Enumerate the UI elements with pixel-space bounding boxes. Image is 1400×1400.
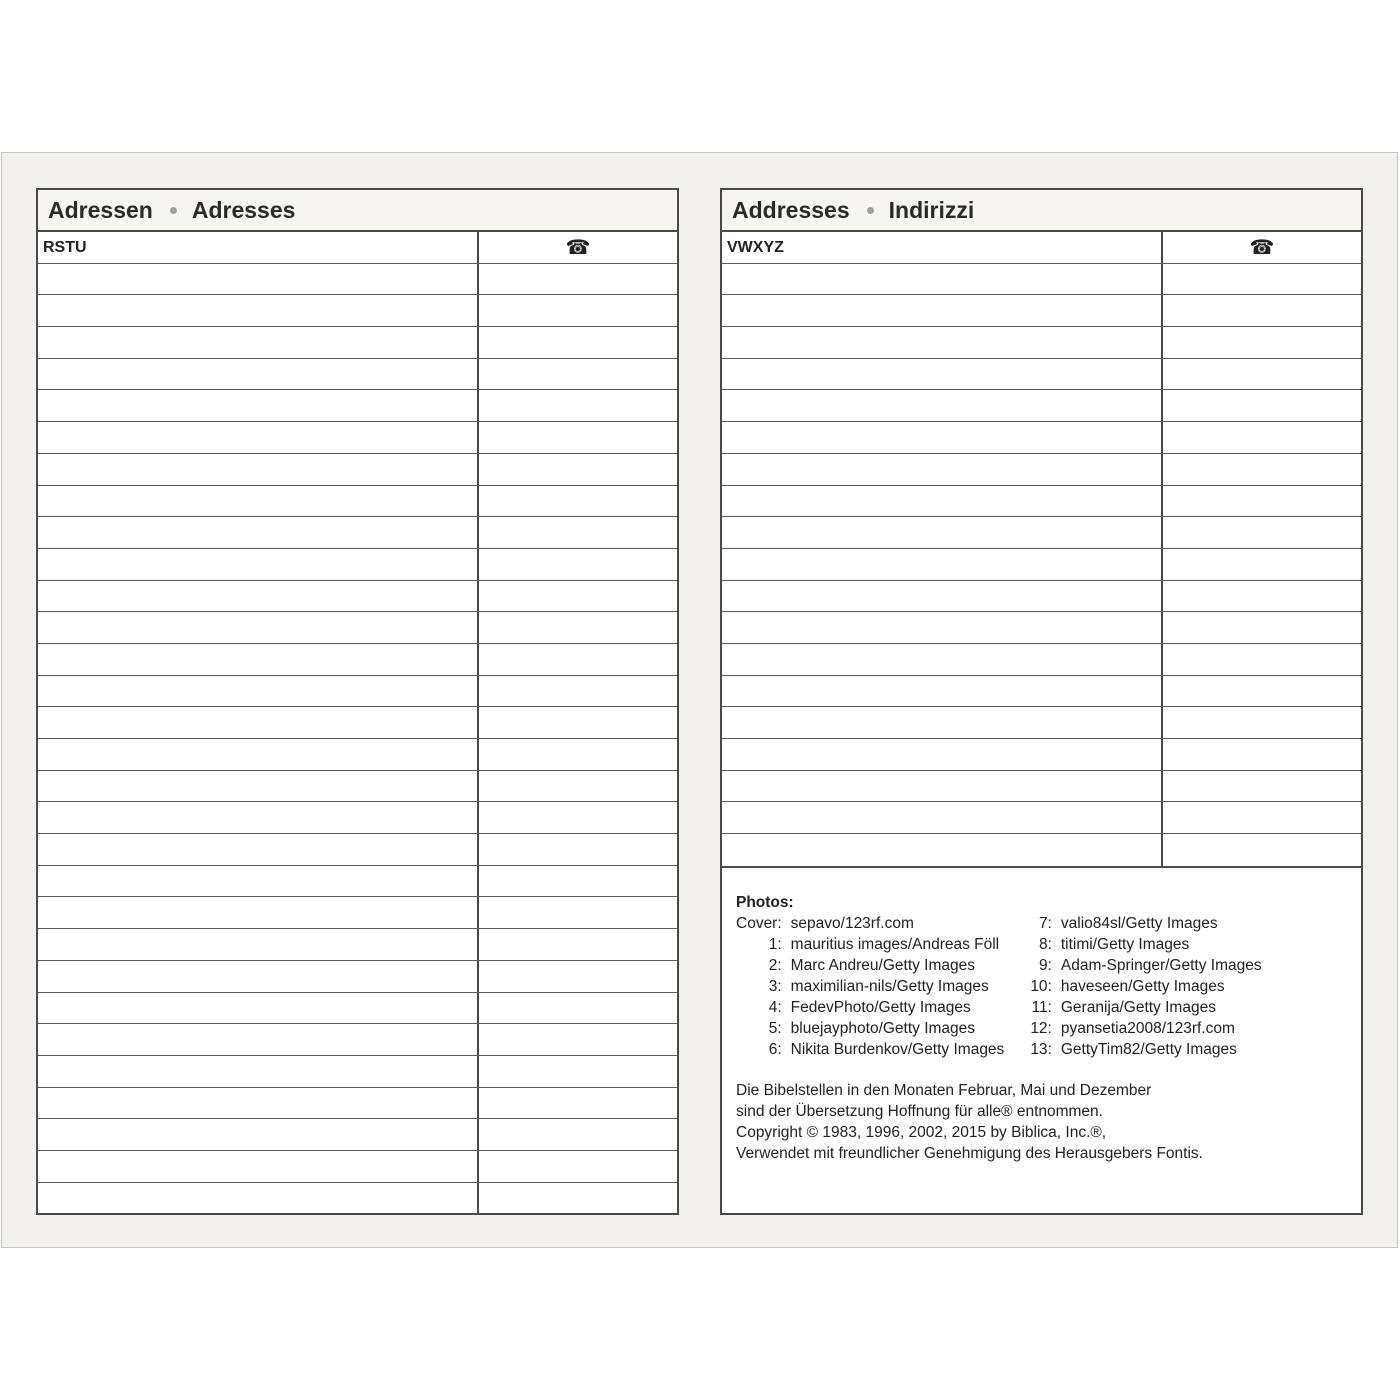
table-row <box>38 676 677 708</box>
name-cell <box>722 327 1163 358</box>
phone-cell <box>479 581 677 612</box>
name-cell <box>38 1056 479 1087</box>
name-cell <box>722 581 1163 612</box>
phone-cell <box>479 1056 677 1087</box>
table-row <box>722 295 1361 327</box>
credit-line <box>1030 913 1261 934</box>
phone-cell <box>479 961 677 992</box>
phone-cell <box>479 929 677 960</box>
name-cell <box>722 390 1163 421</box>
phone-cell <box>1163 802 1361 833</box>
page-header-right <box>722 190 1361 232</box>
phone-cell <box>1163 549 1361 580</box>
table-row <box>38 327 677 359</box>
name-cell <box>722 517 1163 548</box>
name-cell <box>38 454 479 485</box>
name-cell <box>722 486 1163 517</box>
name-cell <box>38 707 479 738</box>
credit-number: 6: <box>768 1040 782 1058</box>
address-page-left <box>36 188 679 1215</box>
credit-number: 5: <box>768 1019 782 1037</box>
name-cell <box>38 961 479 992</box>
credit-number: 2: <box>768 956 782 974</box>
header-title-de: Adressen <box>48 196 153 223</box>
phone-cell <box>479 897 677 928</box>
phone-cell <box>479 866 677 897</box>
credits-column-2 <box>1030 913 1261 1060</box>
phone-cell <box>479 802 677 833</box>
table-row <box>722 390 1361 422</box>
name-cell <box>38 390 479 421</box>
table-row <box>38 1183 677 1215</box>
credit-line <box>1030 934 1261 955</box>
name-cell <box>38 612 479 643</box>
phone-cell <box>1163 644 1361 675</box>
phone-cell <box>479 390 677 421</box>
name-cell <box>38 549 479 580</box>
phone-cell <box>479 1119 677 1150</box>
name-cell <box>38 993 479 1024</box>
credit-number: 12: <box>1030 1019 1052 1037</box>
name-cell <box>38 486 479 517</box>
name-cell <box>38 897 479 928</box>
credit-line <box>1030 1018 1261 1039</box>
credit-source: valio84sl/Getty Images <box>1060 914 1218 932</box>
phone-cell <box>1163 295 1361 326</box>
table-row <box>38 802 677 834</box>
name-cell <box>38 1119 479 1150</box>
credit-number: Cover: <box>736 914 782 932</box>
table-row <box>722 454 1361 486</box>
name-cell <box>38 644 479 675</box>
section-letters: VWXYZ <box>722 232 1163 263</box>
table-row <box>38 1119 677 1151</box>
credit-source: Adam-Springer/Getty Images <box>1060 956 1262 974</box>
name-cell <box>722 802 1163 833</box>
table-row <box>38 644 677 676</box>
table-row <box>38 993 677 1025</box>
name-cell <box>38 834 479 865</box>
phone-cell <box>1163 739 1361 770</box>
credit-source: mauritius images/Andreas Föll <box>790 935 1000 953</box>
table-row <box>722 581 1361 613</box>
table-row <box>38 834 677 866</box>
phone-cell <box>479 993 677 1024</box>
phone-icon: ☎ <box>1249 237 1275 259</box>
name-cell <box>722 295 1163 326</box>
credit-source: Nikita Burdenkov/Getty Images <box>790 1040 1005 1058</box>
table-row <box>722 517 1361 549</box>
table-row <box>38 707 677 739</box>
name-cell <box>722 454 1163 485</box>
name-cell <box>38 359 479 390</box>
credit-source: Marc Andreu/Getty Images <box>790 956 976 974</box>
phone-cell <box>479 327 677 358</box>
header-title-en: Addresses <box>732 196 850 223</box>
phone-cell <box>479 1024 677 1055</box>
name-cell <box>38 1024 479 1055</box>
name-cell <box>722 834 1163 866</box>
table-row <box>722 264 1361 296</box>
phone-cell <box>1163 454 1361 485</box>
name-cell <box>38 929 479 960</box>
table-row <box>722 802 1361 834</box>
credit-number: 8: <box>1038 935 1052 953</box>
bible-notice <box>736 1080 1361 1164</box>
credit-number: 3: <box>768 977 782 995</box>
name-cell <box>38 1088 479 1119</box>
name-cell <box>722 707 1163 738</box>
phone-cell <box>479 834 677 865</box>
credit-source: pyansetia2008/123rf.com <box>1060 1019 1235 1037</box>
phone-cell <box>479 486 677 517</box>
table-row <box>38 422 677 454</box>
name-cell <box>38 327 479 358</box>
phone-cell <box>479 359 677 390</box>
name-cell <box>38 676 479 707</box>
phone-cell <box>479 517 677 548</box>
phone-cell <box>479 549 677 580</box>
name-cell <box>722 771 1163 802</box>
name-cell <box>722 739 1163 770</box>
table-row <box>38 264 677 296</box>
name-cell <box>722 359 1163 390</box>
phone-icon: ☎ <box>565 237 591 259</box>
table-row <box>722 834 1361 866</box>
table-row <box>38 897 677 929</box>
credit-line <box>1030 1039 1261 1060</box>
credit-number: 1: <box>768 935 782 953</box>
credits-label: Photos: <box>736 893 794 911</box>
credit-line <box>1030 955 1261 976</box>
table-row <box>38 929 677 961</box>
page-header-left <box>38 190 677 232</box>
phone-cell <box>1163 486 1361 517</box>
credit-number: 13: <box>1030 1040 1052 1058</box>
table-row <box>38 1056 677 1088</box>
credit-line <box>736 997 1004 1018</box>
bible-notice-line: Verwendet mit freundlicher Genehmigung des Herausgebers Fontis. <box>736 1144 1203 1162</box>
credit-source: FedevPhoto/Getty Images <box>790 998 971 1016</box>
phone-cell <box>1163 581 1361 612</box>
name-cell <box>722 676 1163 707</box>
credit-line <box>736 934 1004 955</box>
credit-number: 9: <box>1038 956 1052 974</box>
phone-cell <box>1163 422 1361 453</box>
name-cell <box>38 739 479 770</box>
table-row <box>722 486 1361 518</box>
credit-number: 4: <box>768 998 782 1016</box>
phone-cell <box>1163 676 1361 707</box>
table-row <box>38 739 677 771</box>
name-cell <box>722 644 1163 675</box>
phone-cell <box>479 1151 677 1182</box>
phone-cell <box>1163 264 1361 295</box>
credit-line <box>736 955 1004 976</box>
table-row <box>722 232 1361 264</box>
phone-cell <box>479 644 677 675</box>
table-row <box>38 961 677 993</box>
table-row <box>722 422 1361 454</box>
table-row <box>38 866 677 898</box>
credit-source: sepavo/123rf.com <box>790 914 914 932</box>
name-cell <box>38 264 479 295</box>
credit-line <box>736 976 1004 997</box>
name-cell <box>722 422 1163 453</box>
name-cell <box>38 866 479 897</box>
name-cell <box>38 581 479 612</box>
table-row <box>38 581 677 613</box>
table-row <box>722 707 1361 739</box>
table-row <box>38 1151 677 1183</box>
table-row <box>722 612 1361 644</box>
phone-cell <box>479 612 677 643</box>
credit-source: titimi/Getty Images <box>1060 935 1190 953</box>
phone-cell <box>479 454 677 485</box>
bullet-separator <box>867 207 874 214</box>
credit-source: bluejayphoto/Getty Images <box>790 1019 976 1037</box>
table-row <box>38 486 677 518</box>
phone-cell <box>1163 390 1361 421</box>
credit-number: 10: <box>1030 977 1052 995</box>
phone-cell <box>479 771 677 802</box>
table-row <box>38 612 677 644</box>
bible-notice-line: Copyright © 1983, 1996, 2002, 2015 by Biblica, Inc.®, <box>736 1123 1107 1141</box>
bullet-separator <box>170 207 177 214</box>
phone-cell <box>479 707 677 738</box>
phone-cell <box>1163 327 1361 358</box>
name-cell <box>38 1151 479 1182</box>
credit-line <box>736 913 1004 934</box>
table-row <box>722 359 1361 391</box>
bible-notice-line: sind der Übersetzung Hoffnung für alle® entnommen. <box>736 1102 1103 1120</box>
credit-number: 11: <box>1031 998 1052 1016</box>
section-letters: RSTU <box>38 232 479 263</box>
phone-cell <box>479 1088 677 1119</box>
phone-cell <box>479 676 677 707</box>
name-cell <box>722 612 1163 643</box>
phone-cell <box>479 739 677 770</box>
table-row <box>38 1088 677 1120</box>
name-cell <box>722 549 1163 580</box>
table-row <box>722 327 1361 359</box>
phone-cell <box>1163 834 1361 866</box>
address-page-right <box>720 188 1363 1215</box>
phone-cell <box>479 422 677 453</box>
phone-cell <box>1163 359 1361 390</box>
name-cell <box>38 517 479 548</box>
table-row <box>38 517 677 549</box>
table-row <box>722 739 1361 771</box>
address-grid-right <box>722 232 1361 866</box>
name-cell <box>38 802 479 833</box>
table-row <box>722 549 1361 581</box>
table-row <box>38 295 677 327</box>
table-row <box>722 644 1361 676</box>
credit-source: Geranija/Getty Images <box>1060 998 1216 1016</box>
phone-cell <box>479 295 677 326</box>
name-cell <box>38 1183 479 1215</box>
phone-cell <box>1163 612 1361 643</box>
name-cell <box>38 295 479 326</box>
table-row <box>38 549 677 581</box>
name-cell <box>722 264 1163 295</box>
name-cell <box>38 771 479 802</box>
table-row <box>38 359 677 391</box>
credit-source: haveseen/Getty Images <box>1060 977 1225 995</box>
address-grid-left <box>38 232 677 1214</box>
credit-line <box>1030 997 1261 1018</box>
header-title-fr: Adresses <box>191 196 296 223</box>
credits-column-1 <box>736 913 1004 1060</box>
table-row <box>722 676 1361 708</box>
table-row <box>38 771 677 803</box>
name-cell <box>38 422 479 453</box>
credit-line <box>736 1018 1004 1039</box>
credit-source: GettyTim82/Getty Images <box>1060 1040 1237 1058</box>
phone-cell <box>479 264 677 295</box>
credit-source: maximilian-nils/Getty Images <box>790 977 989 995</box>
phone-cell <box>1163 517 1361 548</box>
phone-cell <box>1163 771 1361 802</box>
table-row <box>38 1024 677 1056</box>
phone-cell <box>1163 707 1361 738</box>
bible-notice-line: Die Bibelstellen in den Monaten Februar, Mai und Dezember <box>736 1081 1152 1099</box>
phone-cell <box>479 1183 677 1215</box>
credit-number: 7: <box>1038 914 1052 932</box>
credit-line <box>736 1039 1004 1060</box>
table-row <box>38 454 677 486</box>
credit-line <box>1030 976 1261 997</box>
table-row <box>722 771 1361 803</box>
table-row <box>38 390 677 422</box>
table-row <box>38 232 677 264</box>
photo-credits <box>722 866 1361 1181</box>
header-title-it: Indirizzi <box>888 196 975 223</box>
